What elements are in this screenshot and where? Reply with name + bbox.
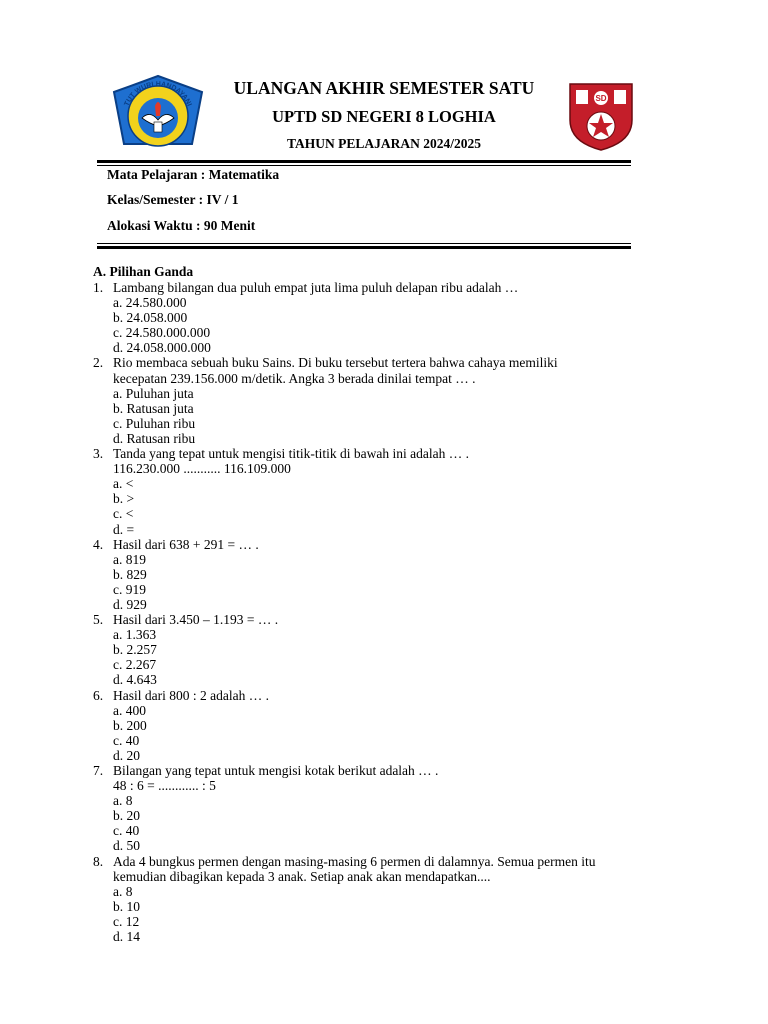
answer-option: d. 50: [113, 838, 140, 854]
question-number: 7.: [93, 763, 104, 778]
question-line: Hasil dari 3.450 – 1.193 = … .: [113, 612, 279, 628]
question-line: Rio membaca sebuah buku Sains. Di buku tersebut tertera bahwa cahaya memiliki: [113, 355, 558, 371]
tut-wuri-handayani-logo-icon: [108, 72, 208, 156]
header-rule-top-thin: [97, 165, 631, 166]
header-rule-top-thick: [97, 160, 631, 163]
answer-option: d. 14: [113, 929, 140, 945]
answer-option: a. 819: [113, 551, 146, 567]
question-line: Lambang bilangan dua puluh empat juta lima puluh delapan ribu adalah …: [113, 280, 519, 295]
answer-option: d. 4.643: [113, 672, 157, 688]
academic-year: TAHUN PELAJARAN 2024/2025: [286, 136, 481, 151]
question-number: 8.: [93, 853, 104, 869]
time-info: Alokasi Waktu : 90 Menit: [107, 218, 256, 233]
right-logo-text: SD: [595, 94, 607, 103]
question-item: [93, 280, 693, 355]
question-number: 4.: [93, 536, 104, 552]
exam-title: ULANGAN AKHIR SEMESTER SATU: [233, 78, 535, 98]
question-text: [93, 280, 693, 295]
question-number: 2.: [93, 355, 104, 371]
answer-option: b. 2.257: [113, 642, 157, 658]
class-info: Kelas/Semester : IV / 1: [107, 192, 239, 207]
answer-option: a. Puluhan juta: [113, 385, 194, 401]
answer-option: c. Puluhan ribu: [113, 415, 196, 431]
answer-option: c. 12: [113, 913, 140, 929]
section-title: A. Pilihan Ganda: [93, 264, 194, 279]
answer-option: c. 40: [113, 823, 140, 839]
answer-option: b. 829: [113, 566, 147, 582]
question-line: Ada 4 bungkus permen dengan masing-masing 6 permen di dalamnya. Semua permen itu: [113, 853, 596, 869]
question-line: Hasil dari 800 : 2 adalah … .: [113, 687, 269, 703]
question-line: 116.230.000 ........... 116.109.000: [113, 461, 291, 477]
question-text: [93, 355, 693, 370]
answer-option: d. Ratusan ribu: [113, 430, 196, 446]
question-list: [93, 280, 693, 944]
answer-option: a. 1.363: [113, 627, 157, 643]
answer-option: a. 24.580.000: [113, 295, 187, 311]
answer-option: d. =: [113, 521, 135, 537]
school-emblem-icon: [566, 80, 636, 152]
answer-option: d. 20: [113, 747, 140, 763]
question-line: kecepatan 239.156.000 m/detik. Angka 3 berada dinilai tempat … .: [113, 370, 476, 386]
question-text: [93, 612, 693, 627]
question-line: kemudian dibagikan kepada 3 anak. Setiap anak akan mendapatkan....: [113, 868, 491, 884]
question-text: [93, 763, 693, 778]
question-text: [93, 446, 693, 461]
answer-option: b. >: [113, 491, 135, 507]
question-item: [93, 355, 693, 446]
answer-option: a. 8: [113, 883, 133, 899]
answer-option: b. 24.058.000: [113, 310, 188, 326]
question-item: [93, 854, 693, 945]
answer-option: a. 400: [113, 702, 146, 718]
school-name: UPTD SD NEGERI 8 LOGHIA: [272, 107, 496, 126]
answer-option: c. 919: [113, 581, 146, 597]
info-rule-thick: [97, 246, 631, 249]
answer-option: c. 24.580.000.000: [113, 325, 211, 341]
question-text: [93, 461, 693, 476]
question-item: [93, 763, 693, 854]
question-text: [93, 537, 693, 552]
question-number: 5.: [93, 612, 104, 628]
question-item: [93, 537, 693, 612]
question-number: 6.: [93, 687, 104, 703]
answer-option: c. 40: [113, 732, 140, 748]
question-text: [93, 371, 693, 386]
question-item: [93, 612, 693, 687]
question-text: [93, 778, 693, 793]
answer-option: c. 2.267: [113, 657, 157, 673]
left-logo-text: TUT WURI HANDAYANI: [123, 80, 193, 108]
question-text: [93, 869, 693, 884]
answer-option: b. 10: [113, 898, 140, 914]
question-item: [93, 688, 693, 763]
subject-info: Mata Pelajaran : Matematika: [107, 167, 280, 182]
answer-option: d. 929: [113, 596, 147, 612]
question-text: [93, 688, 693, 703]
question-line: 48 : 6 = ............ : 5: [113, 778, 216, 794]
answer-option: a. <: [113, 476, 134, 492]
answer-option: c. <: [113, 506, 134, 522]
question-number: 1.: [93, 280, 104, 295]
answer-option: a. 8: [113, 793, 133, 809]
answer-option: b. 20: [113, 808, 140, 824]
question-line: Bilangan yang tepat untuk mengisi kotak berikut adalah … .: [113, 763, 439, 778]
answer-option: b. 200: [113, 717, 147, 733]
question-text: [93, 854, 693, 869]
question-item: [93, 446, 693, 537]
answer-option: b. Ratusan juta: [113, 400, 194, 416]
question-line: Hasil dari 638 + 291 = … .: [113, 536, 259, 552]
question-number: 3.: [93, 446, 104, 462]
question-line: Tanda yang tepat untuk mengisi titik-titik di bawah ini adalah … .: [113, 446, 469, 462]
info-rule-thin: [97, 243, 631, 244]
answer-option: d. 24.058.000.000: [113, 340, 211, 356]
